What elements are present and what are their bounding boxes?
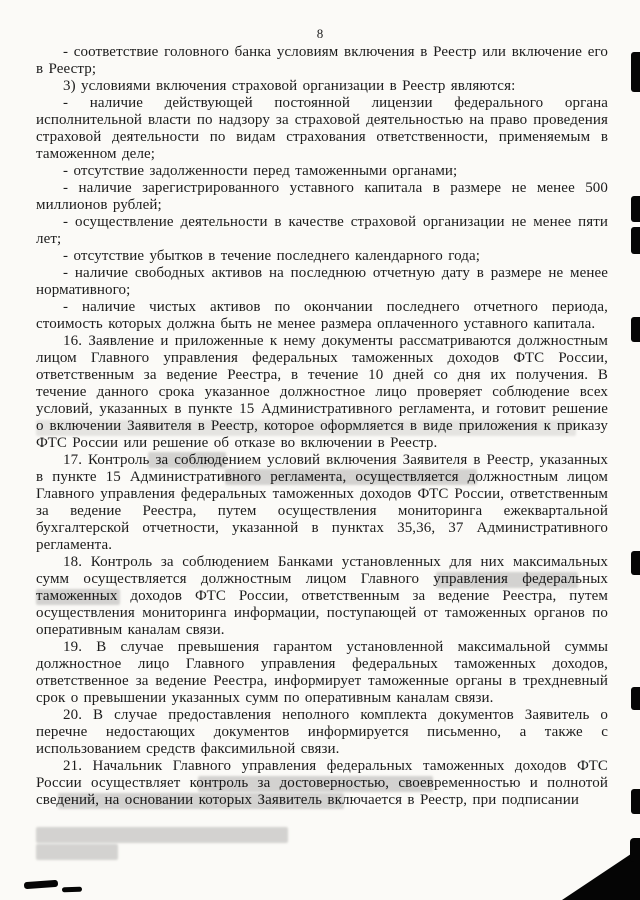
ink-blot	[630, 838, 640, 862]
scan-artifact	[631, 687, 640, 710]
ink-blot	[562, 848, 640, 900]
paragraph: 17. Контроль за соблюдением условий включения Заявителя в Реестр, указанных в пункте 15 Административного регламента, осуществляется должностным лицом Главного управления федеральных таможенных доходов ФТС России, ответственным за ведение Реестра, путем осуществления мониторинга ежеквартальной бухгалтерской отчетности, указанной в пунктах 35,36, 37 Административного регламента.	[36, 452, 608, 553]
document-text-block	[36, 44, 608, 809]
paragraph: - наличие действующей постоянной лицензии федерального органа исполнительной власти по надзору за страховой деятельностью на право проведения страховой деятельности по видам страхования ответственности, применяемым в таможенном деле;	[36, 95, 608, 162]
paragraph: 16. Заявление и приложенные к нему документы рассматриваются должностным лицом Главного управления федеральных таможенных доходов ФТС России, ответственным за ведение Реестра, в течение 10 дней со дня их получения. В течение данного срока указанное должностное лицо проверяет соблюдение всех условий, указанных в пункте 15 Административного регламента, и готовит решение о включении Заявителя в Реестр, которое оформляется в виде приложения к приказу ФТС России или решение об отказе во включении в Реестр.	[36, 333, 608, 451]
paragraph: - отсутствие убытков в течение последнего календарного года;	[63, 248, 480, 264]
paragraph: 20. В случае предоставления неполного комплекта документов Заявитель о перечне недостающих документов информируется письменно, а также с использованием средств факсимильной связи.	[36, 707, 608, 757]
scan-artifact	[631, 789, 640, 814]
paragraph: 19. В случае превышения гарантом установленной максимальной суммы должностное лицо Главного управления федеральных таможенных доходов, ответственное за ведение Реестра, информирует таможенные органы в трехдневный срок о превышении указанных сумм по оперативным каналам связи.	[36, 639, 608, 706]
paragraph: - отсутствие задолженности перед таможенными органами;	[63, 163, 458, 179]
paragraph: 21. Начальник Главного управления федеральных таможенных доходов ФТС России осуществляет контроль за достоверностью, своевременностью и полнотой сведений, на основании которых Заявитель включается в Реестр, при подписании	[36, 758, 608, 808]
paragraph: - наличие зарегистрированного уставного капитала в размере не менее 500 миллионов рублей;	[36, 180, 608, 213]
paragraph: - наличие свободных активов на последнюю отчетную дату в размере не менее нормативного;	[36, 265, 608, 298]
paragraph: - соответствие головного банка условиям включения в Реестр или включение его в Реестр;	[36, 44, 608, 77]
scan-artifact	[631, 317, 640, 342]
scan-artifact	[631, 551, 640, 575]
paragraph: 3) условиями включения страховой организации в Реестр являются:	[63, 78, 516, 94]
scan-artifact	[631, 196, 640, 222]
scan-smudge	[36, 844, 118, 860]
paragraph: - наличие чистых активов по окончании последнего отчетного периода, стоимость которых должна быть не менее размера оплаченного уставного капитала.	[36, 299, 608, 332]
scan-artifact	[631, 52, 640, 92]
scan-smudge	[36, 827, 288, 843]
scan-artifact	[631, 227, 640, 254]
ink-mark	[24, 880, 58, 889]
paragraph: 18. Контроль за соблюдением Банками установленных для них максимальных сумм осуществляется должностным лицом Главного управления федеральных таможенных доходов ФТС России, ответственным за ведение Реестра, путем осуществления мониторинга информации, поступающей от таможенных органов по оперативным каналам связи.	[36, 554, 608, 638]
page-number: 8	[316, 26, 324, 41]
paragraph: - осуществление деятельности в качестве страховой организации не менее пяти лет;	[36, 214, 608, 247]
ink-mark	[62, 887, 82, 893]
